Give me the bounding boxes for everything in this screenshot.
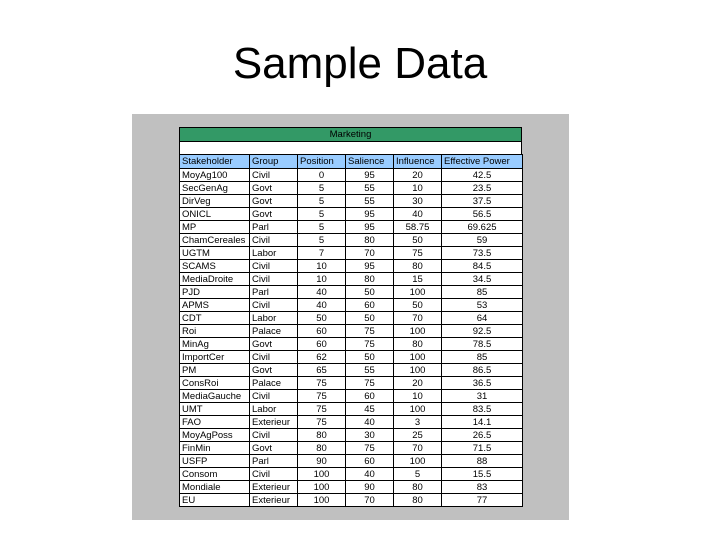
cell-influence: 75 [394, 247, 442, 260]
cell-stakeholder: MoyAg100 [180, 169, 250, 182]
table-row [180, 416, 523, 429]
cell-stakeholder: Roi [180, 325, 250, 338]
cell-influence: 10 [394, 182, 442, 195]
cell-influence: 70 [394, 312, 442, 325]
cell-effective-power: 85 [442, 351, 523, 364]
cell-salience: 60 [346, 299, 394, 312]
cell-group: Labor [250, 312, 298, 325]
cell-stakeholder: ChamCereales [180, 234, 250, 247]
cell-position: 5 [298, 234, 346, 247]
cell-influence: 58.75 [394, 221, 442, 234]
cell-stakeholder: PM [180, 364, 250, 377]
cell-salience: 95 [346, 208, 394, 221]
cell-group: Govt [250, 338, 298, 351]
cell-effective-power: 92.5 [442, 325, 523, 338]
cell-influence: 3 [394, 416, 442, 429]
cell-effective-power: 37.5 [442, 195, 523, 208]
cell-position: 0 [298, 169, 346, 182]
cell-salience: 30 [346, 429, 394, 442]
cell-group: Civil [250, 429, 298, 442]
cell-effective-power: 71.5 [442, 442, 523, 455]
cell-position: 5 [298, 195, 346, 208]
cell-group: Parl [250, 455, 298, 468]
cell-group: Palace [250, 325, 298, 338]
cell-position: 60 [298, 325, 346, 338]
cell-stakeholder: APMS [180, 299, 250, 312]
cell-position: 5 [298, 208, 346, 221]
cell-salience: 60 [346, 455, 394, 468]
cell-effective-power: 23.5 [442, 182, 523, 195]
column-header-group: Group [250, 155, 298, 169]
cell-group: Civil [250, 299, 298, 312]
cell-group: Labor [250, 403, 298, 416]
cell-group: Civil [250, 234, 298, 247]
cell-position: 10 [298, 260, 346, 273]
cell-position: 40 [298, 299, 346, 312]
cell-effective-power: 69.625 [442, 221, 523, 234]
cell-influence: 100 [394, 351, 442, 364]
cell-influence: 30 [394, 195, 442, 208]
cell-position: 65 [298, 364, 346, 377]
cell-effective-power: 86.5 [442, 364, 523, 377]
table-row [180, 299, 523, 312]
cell-effective-power: 59 [442, 234, 523, 247]
table-row [180, 481, 523, 494]
cell-group: Civil [250, 260, 298, 273]
cell-influence: 20 [394, 377, 442, 390]
cell-influence: 80 [394, 494, 442, 507]
stakeholder-table [179, 154, 523, 507]
cell-stakeholder: ConsRoi [180, 377, 250, 390]
cell-position: 90 [298, 455, 346, 468]
cell-salience: 75 [346, 377, 394, 390]
cell-group: Govt [250, 364, 298, 377]
cell-effective-power: 15.5 [442, 468, 523, 481]
cell-influence: 70 [394, 442, 442, 455]
cell-salience: 95 [346, 169, 394, 182]
table-row [180, 221, 523, 234]
cell-stakeholder: MediaGauche [180, 390, 250, 403]
cell-stakeholder: FinMin [180, 442, 250, 455]
cell-salience: 55 [346, 364, 394, 377]
cell-position: 100 [298, 468, 346, 481]
cell-position: 40 [298, 286, 346, 299]
cell-influence: 100 [394, 364, 442, 377]
header-row [180, 155, 523, 169]
cell-group: Civil [250, 468, 298, 481]
cell-group: Exterieur [250, 416, 298, 429]
cell-effective-power: 88 [442, 455, 523, 468]
cell-salience: 50 [346, 286, 394, 299]
cell-stakeholder: SecGenAg [180, 182, 250, 195]
cell-influence: 50 [394, 299, 442, 312]
table-row [180, 208, 523, 221]
cell-influence: 10 [394, 390, 442, 403]
cell-stakeholder: UGTM [180, 247, 250, 260]
cell-stakeholder: USFP [180, 455, 250, 468]
cell-salience: 50 [346, 351, 394, 364]
cell-influence: 50 [394, 234, 442, 247]
column-header-salience: Salience [346, 155, 394, 169]
cell-salience: 55 [346, 182, 394, 195]
cell-effective-power: 78.5 [442, 338, 523, 351]
cell-influence: 40 [394, 208, 442, 221]
table-row [180, 247, 523, 260]
cell-group: Palace [250, 377, 298, 390]
spreadsheet [179, 127, 522, 507]
cell-position: 100 [298, 494, 346, 507]
table-row [180, 429, 523, 442]
cell-group: Civil [250, 390, 298, 403]
table-row [180, 442, 523, 455]
table-row [180, 468, 523, 481]
cell-stakeholder: DirVeg [180, 195, 250, 208]
table-row [180, 312, 523, 325]
cell-effective-power: 73.5 [442, 247, 523, 260]
cell-salience: 90 [346, 481, 394, 494]
cell-group: Govt [250, 442, 298, 455]
cell-stakeholder: UMT [180, 403, 250, 416]
table-row [180, 195, 523, 208]
cell-effective-power: 83.5 [442, 403, 523, 416]
cell-influence: 80 [394, 338, 442, 351]
cell-group: Civil [250, 273, 298, 286]
cell-group: Exterieur [250, 481, 298, 494]
table-row [180, 364, 523, 377]
cell-stakeholder: EU [180, 494, 250, 507]
marketing-banner: Marketing [179, 127, 522, 142]
table-row [180, 234, 523, 247]
cell-salience: 40 [346, 416, 394, 429]
table-row [180, 273, 523, 286]
column-header-influence: Influence [394, 155, 442, 169]
cell-influence: 20 [394, 169, 442, 182]
cell-group: Parl [250, 286, 298, 299]
cell-group: Govt [250, 182, 298, 195]
table-row [180, 286, 523, 299]
cell-salience: 75 [346, 442, 394, 455]
cell-influence: 80 [394, 260, 442, 273]
cell-effective-power: 34.5 [442, 273, 523, 286]
cell-effective-power: 31 [442, 390, 523, 403]
column-header-effective-power: Effective Power [442, 155, 523, 169]
cell-salience: 80 [346, 234, 394, 247]
table-body [180, 169, 523, 507]
cell-group: Labor [250, 247, 298, 260]
cell-group: Govt [250, 195, 298, 208]
cell-salience: 55 [346, 195, 394, 208]
cell-effective-power: 56.5 [442, 208, 523, 221]
cell-stakeholder: MP [180, 221, 250, 234]
cell-effective-power: 53 [442, 299, 523, 312]
column-header-stakeholder: Stakeholder [180, 155, 250, 169]
cell-salience: 80 [346, 273, 394, 286]
table-row [180, 494, 523, 507]
cell-stakeholder: MinAg [180, 338, 250, 351]
cell-position: 62 [298, 351, 346, 364]
cell-stakeholder: ImportCer [180, 351, 250, 364]
cell-salience: 75 [346, 338, 394, 351]
cell-effective-power: 14.1 [442, 416, 523, 429]
cell-effective-power: 85 [442, 286, 523, 299]
cell-stakeholder: PJD [180, 286, 250, 299]
cell-salience: 95 [346, 260, 394, 273]
column-header-position: Position [298, 155, 346, 169]
cell-position: 5 [298, 182, 346, 195]
table-row [180, 390, 523, 403]
cell-effective-power: 84.5 [442, 260, 523, 273]
cell-stakeholder: FAO [180, 416, 250, 429]
cell-stakeholder: Mondiale [180, 481, 250, 494]
cell-influence: 100 [394, 286, 442, 299]
table-row [180, 182, 523, 195]
cell-group: Civil [250, 169, 298, 182]
cell-position: 80 [298, 429, 346, 442]
table-row [180, 455, 523, 468]
cell-effective-power: 36.5 [442, 377, 523, 390]
cell-influence: 15 [394, 273, 442, 286]
cell-stakeholder: MoyAgPoss [180, 429, 250, 442]
cell-group: Civil [250, 351, 298, 364]
cell-position: 75 [298, 390, 346, 403]
table-row [180, 169, 523, 182]
cell-position: 75 [298, 377, 346, 390]
table-row [180, 403, 523, 416]
cell-position: 10 [298, 273, 346, 286]
slide-title: Sample Data [232, 39, 488, 88]
cell-stakeholder: ONICL [180, 208, 250, 221]
cell-effective-power: 77 [442, 494, 523, 507]
cell-group: Govt [250, 208, 298, 221]
cell-influence: 25 [394, 429, 442, 442]
cell-position: 60 [298, 338, 346, 351]
cell-salience: 95 [346, 221, 394, 234]
table-row [180, 377, 523, 390]
cell-position: 7 [298, 247, 346, 260]
table-row [180, 351, 523, 364]
cell-salience: 40 [346, 468, 394, 481]
table-row [180, 325, 523, 338]
cell-group: Parl [250, 221, 298, 234]
cell-salience: 70 [346, 247, 394, 260]
cell-salience: 75 [346, 325, 394, 338]
table-row [180, 338, 523, 351]
cell-position: 100 [298, 481, 346, 494]
cell-influence: 100 [394, 455, 442, 468]
cell-salience: 50 [346, 312, 394, 325]
cell-effective-power: 83 [442, 481, 523, 494]
cell-position: 50 [298, 312, 346, 325]
cell-position: 75 [298, 416, 346, 429]
blank-row [179, 142, 522, 154]
cell-effective-power: 42.5 [442, 169, 523, 182]
cell-stakeholder: CDT [180, 312, 250, 325]
cell-salience: 45 [346, 403, 394, 416]
cell-stakeholder: Consom [180, 468, 250, 481]
cell-influence: 100 [394, 403, 442, 416]
cell-influence: 80 [394, 481, 442, 494]
cell-position: 80 [298, 442, 346, 455]
cell-effective-power: 64 [442, 312, 523, 325]
cell-salience: 60 [346, 390, 394, 403]
cell-salience: 70 [346, 494, 394, 507]
cell-position: 75 [298, 403, 346, 416]
table-row [180, 260, 523, 273]
cell-influence: 100 [394, 325, 442, 338]
cell-group: Exterieur [250, 494, 298, 507]
cell-influence: 5 [394, 468, 442, 481]
cell-stakeholder: MediaDroite [180, 273, 250, 286]
cell-stakeholder: SCAMS [180, 260, 250, 273]
cell-effective-power: 26.5 [442, 429, 523, 442]
cell-position: 5 [298, 221, 346, 234]
